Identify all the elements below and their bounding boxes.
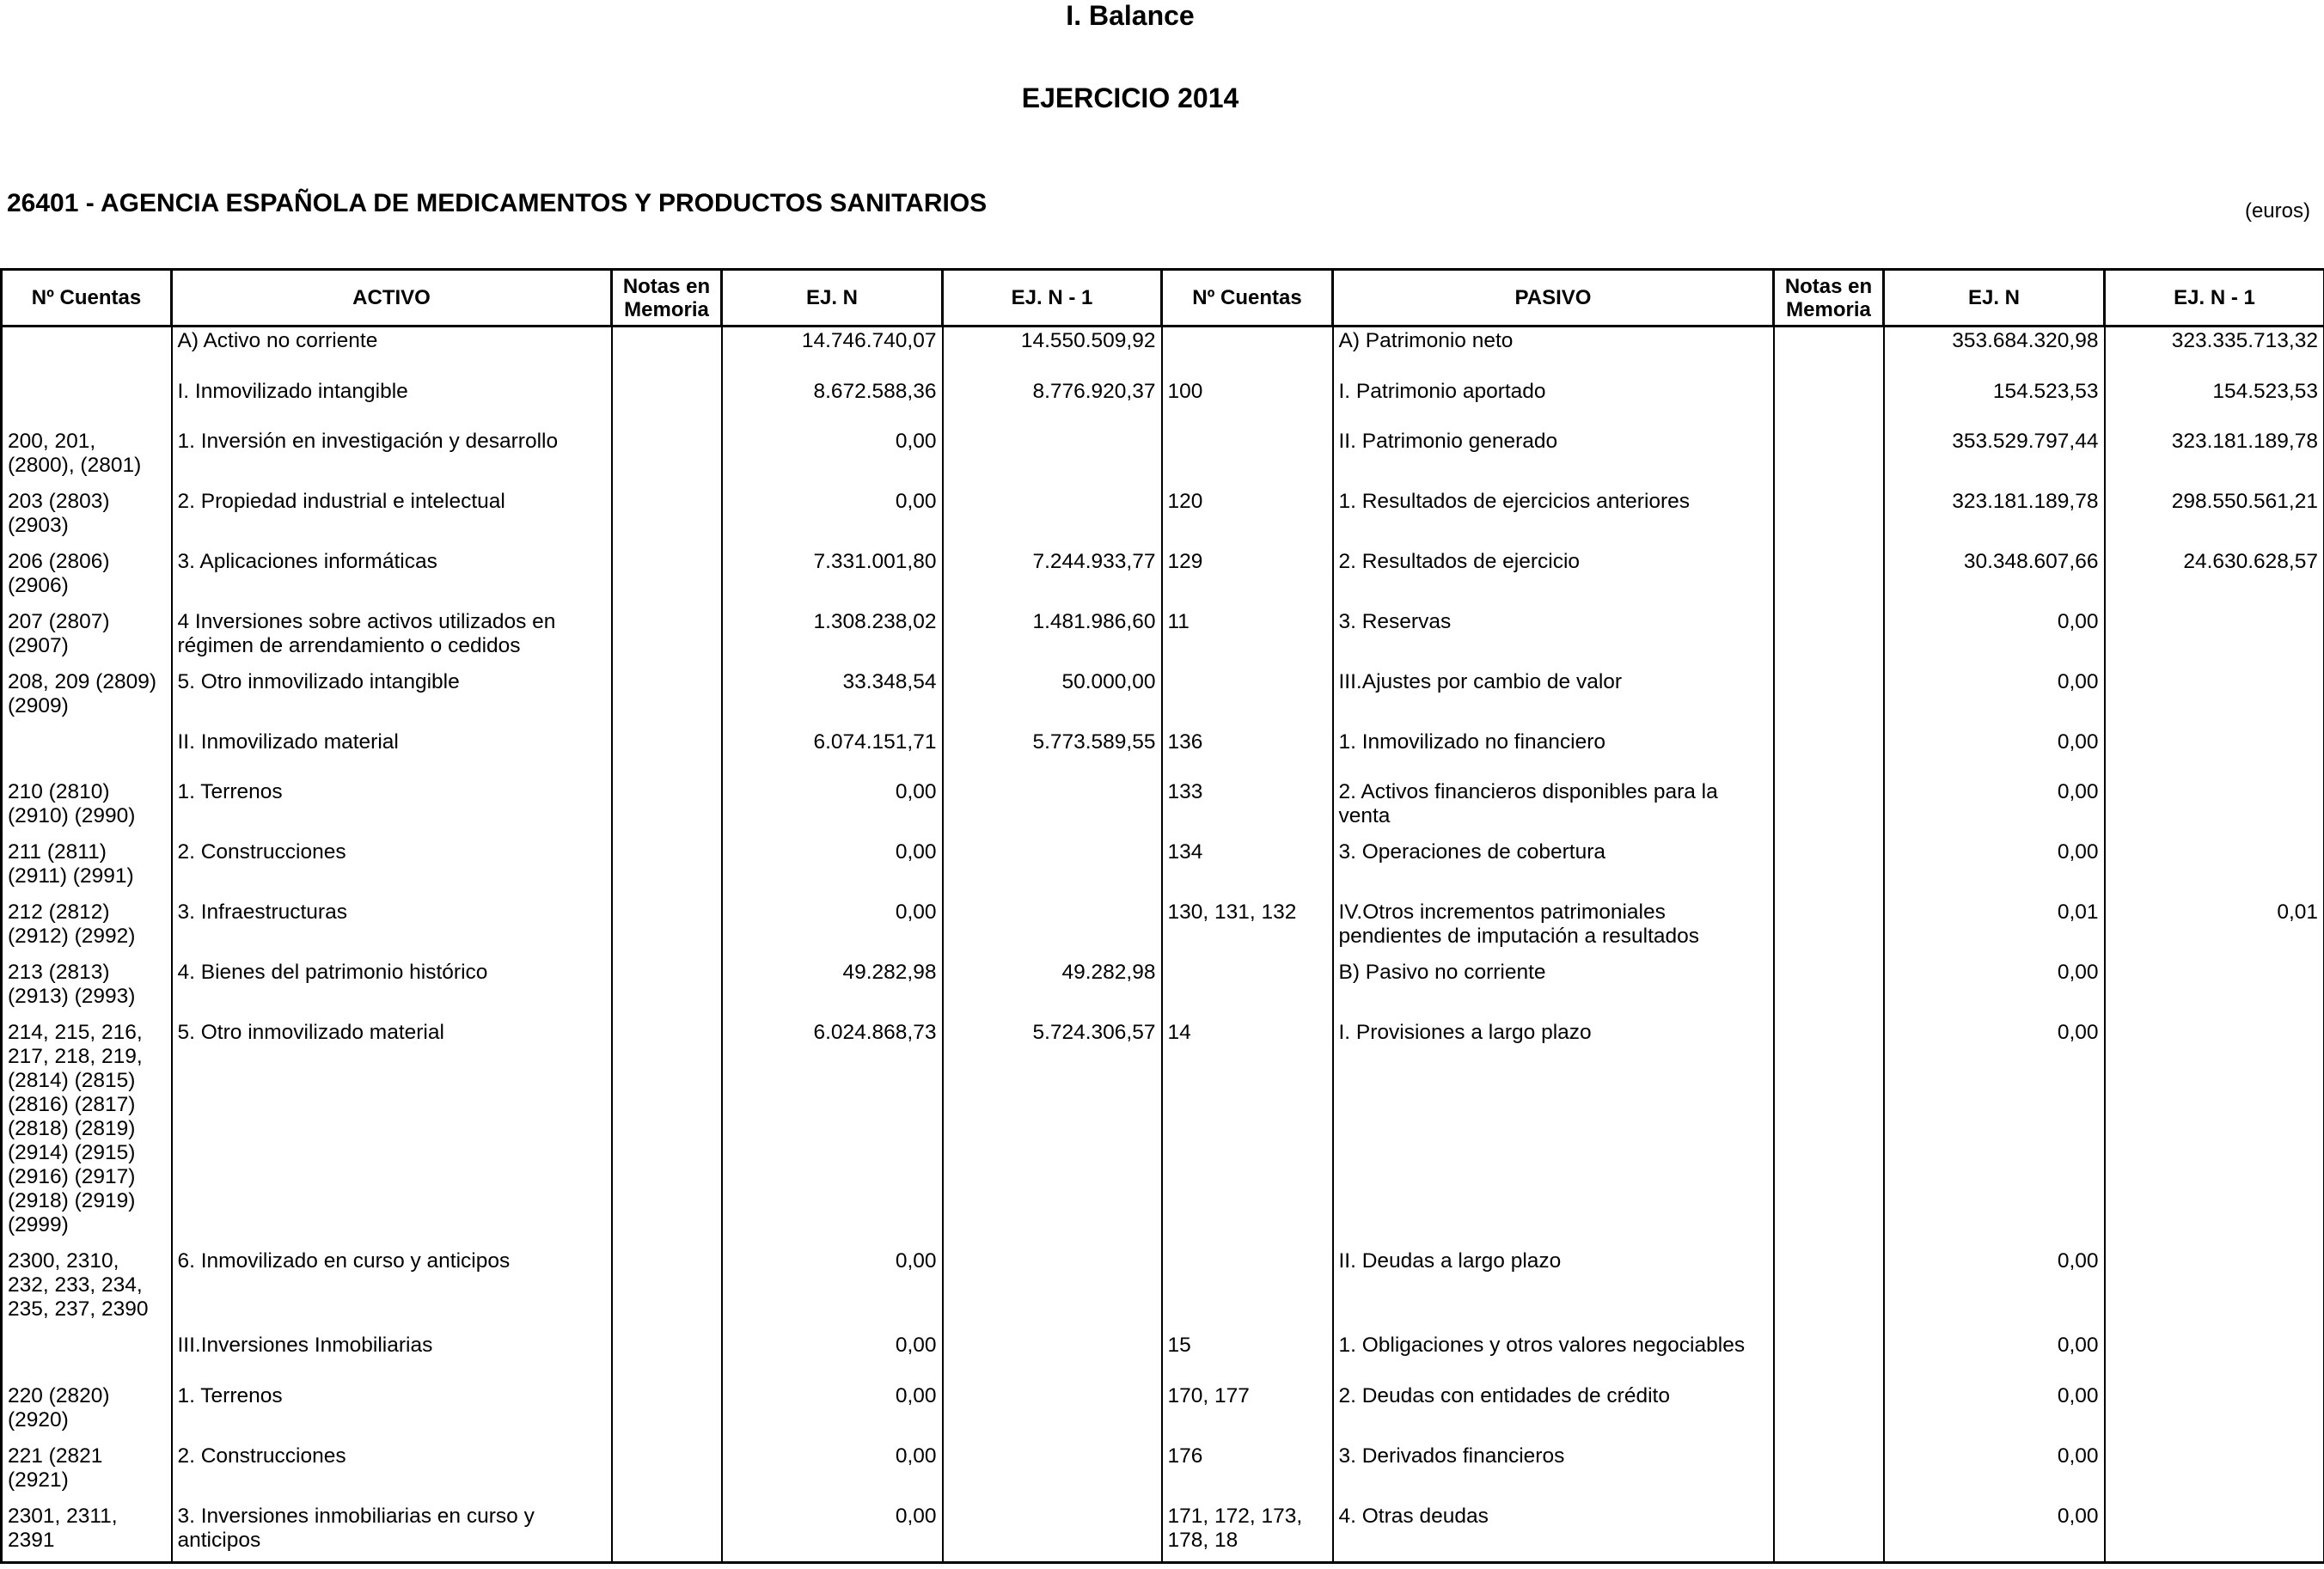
cell-cuentas-pasivo: 15 [1162, 1332, 1333, 1383]
cell-cuentas-activo [2, 327, 172, 378]
cell-ej-n-pasivo: 0,00 [1884, 1443, 2105, 1503]
table-row [2, 729, 2324, 778]
table-row [2, 378, 2324, 428]
cell-ej-n1-pasivo [2105, 1248, 2324, 1332]
cell-notas-pasivo [1774, 548, 1884, 608]
cell-notas-pasivo [1774, 327, 1884, 378]
cell-cuentas-pasivo [1162, 669, 1333, 729]
cell-cuentas-activo: 213 (2813) (2913) (2993) [2, 959, 172, 1019]
cell-pasivo-label: 3. Operaciones de cobertura [1333, 839, 1774, 899]
cell-cuentas-activo [2, 729, 172, 778]
cell-ej-n1-pasivo [2105, 959, 2324, 1019]
cell-activo-label: III.Inversiones Inmobiliarias [172, 1332, 612, 1383]
header-activo: ACTIVO [172, 270, 612, 327]
cell-activo-label: 3. Infraestructuras [172, 899, 612, 959]
table-row [2, 1019, 2324, 1248]
cell-notas-activo [612, 1503, 722, 1563]
cell-cuentas-activo: 203 (2803) (2903) [2, 488, 172, 548]
cell-ej-n-pasivo: 0,00 [1884, 1332, 2105, 1383]
cell-activo-label: 5. Otro inmovilizado material [172, 1019, 612, 1248]
cell-ej-n1-activo [943, 488, 1162, 548]
cell-notas-pasivo [1774, 1019, 1884, 1248]
cell-activo-label: II. Inmovilizado material [172, 729, 612, 778]
header-ej-n-pasivo: EJ. N [1884, 270, 2105, 327]
cell-notas-activo [612, 959, 722, 1019]
cell-ej-n-activo: 0,00 [722, 839, 943, 899]
cell-ej-n1-pasivo: 298.550.561,21 [2105, 488, 2324, 548]
cell-notas-pasivo [1774, 488, 1884, 548]
cell-cuentas-pasivo: 100 [1162, 378, 1333, 428]
cell-ej-n1-pasivo [2105, 1332, 2324, 1383]
cell-ej-n1-activo: 8.776.920,37 [943, 378, 1162, 428]
cell-cuentas-pasivo: 171, 172, 173, 178, 18 [1162, 1503, 1333, 1563]
cell-ej-n-pasivo: 154.523,53 [1884, 378, 2105, 428]
cell-ej-n1-activo: 5.773.589,55 [943, 729, 1162, 778]
cell-notas-activo [612, 1443, 722, 1503]
cell-ej-n1-activo [943, 1248, 1162, 1332]
cell-notas-activo [612, 428, 722, 488]
cell-pasivo-label: II. Deudas a largo plazo [1333, 1248, 1774, 1332]
cell-cuentas-activo: 2301, 2311, 2391 [2, 1503, 172, 1563]
table-row [2, 1503, 2324, 1563]
table-row [2, 488, 2324, 548]
cell-cuentas-pasivo: 120 [1162, 488, 1333, 548]
cell-ej-n-activo: 49.282,98 [722, 959, 943, 1019]
table-row [2, 778, 2324, 839]
cell-pasivo-label: 2. Activos financieros disponibles para la venta [1333, 778, 1774, 839]
cell-notas-pasivo [1774, 729, 1884, 778]
cell-notas-pasivo [1774, 1443, 1884, 1503]
cell-cuentas-activo: 207 (2807) (2907) [2, 608, 172, 669]
cell-cuentas-activo: 206 (2806) (2906) [2, 548, 172, 608]
cell-ej-n-activo: 8.672.588,36 [722, 378, 943, 428]
cell-pasivo-label: 2. Resultados de ejercicio [1333, 548, 1774, 608]
cell-activo-label: A) Activo no corriente [172, 327, 612, 378]
cell-ej-n-activo: 0,00 [722, 1332, 943, 1383]
header-cuentas-pasivo: Nº Cuentas [1162, 270, 1333, 327]
cell-activo-label: 5. Otro inmovilizado intangible [172, 669, 612, 729]
fiscal-year-title: EJERCICIO 2014 [1021, 82, 1239, 113]
cell-notas-pasivo [1774, 899, 1884, 959]
cell-ej-n1-pasivo [2105, 1443, 2324, 1503]
cell-ej-n-activo: 6.024.868,73 [722, 1019, 943, 1248]
cell-notas-activo [612, 899, 722, 959]
cell-pasivo-label: II. Patrimonio generado [1333, 428, 1774, 488]
cell-notas-pasivo [1774, 1248, 1884, 1332]
cell-ej-n1-pasivo [2105, 1503, 2324, 1563]
table-row [2, 548, 2324, 608]
header-ej-n-activo: EJ. N [722, 270, 943, 327]
cell-ej-n-pasivo: 353.529.797,44 [1884, 428, 2105, 488]
cell-notas-pasivo [1774, 839, 1884, 899]
cell-ej-n1-activo: 5.724.306,57 [943, 1019, 1162, 1248]
cell-cuentas-pasivo [1162, 959, 1333, 1019]
cell-notas-activo [612, 729, 722, 778]
cell-ej-n1-pasivo: 154.523,53 [2105, 378, 2324, 428]
table-row [2, 1332, 2324, 1383]
currency-units: (euros) [2244, 199, 2310, 223]
cell-cuentas-pasivo: 170, 177 [1162, 1383, 1333, 1443]
cell-activo-label: 6. Inmovilizado en curso y anticipos [172, 1248, 612, 1332]
table-row [2, 608, 2324, 669]
cell-ej-n1-pasivo [2105, 778, 2324, 839]
cell-ej-n-pasivo: 0,00 [1884, 778, 2105, 839]
cell-notas-activo [612, 327, 722, 378]
cell-notas-activo [612, 378, 722, 428]
balance-table-body [2, 327, 2324, 1563]
cell-cuentas-activo: 210 (2810) (2910) (2990) [2, 778, 172, 839]
cell-ej-n-activo: 0,00 [722, 778, 943, 839]
cell-ej-n-pasivo: 0,01 [1884, 899, 2105, 959]
cell-notas-activo [612, 1248, 722, 1332]
table-row [2, 959, 2324, 1019]
cell-cuentas-pasivo [1162, 327, 1333, 378]
cell-notas-activo [612, 839, 722, 899]
cell-cuentas-pasivo: 14 [1162, 1019, 1333, 1248]
cell-ej-n-activo: 0,00 [722, 1248, 943, 1332]
cell-pasivo-label: A) Patrimonio neto [1333, 327, 1774, 378]
cell-notas-activo [612, 669, 722, 729]
cell-activo-label: 4 Inversiones sobre activos utilizados en régimen de arrendamiento o cedidos [172, 608, 612, 669]
cell-ej-n-pasivo: 30.348.607,66 [1884, 548, 2105, 608]
cell-cuentas-pasivo: 129 [1162, 548, 1333, 608]
balance-table [0, 268, 2324, 1564]
cell-notas-activo [612, 1383, 722, 1443]
cell-notas-pasivo [1774, 1383, 1884, 1443]
cell-ej-n-activo: 6.074.151,71 [722, 729, 943, 778]
page-title: I. Balance [1066, 0, 1195, 31]
cell-ej-n1-pasivo [2105, 1019, 2324, 1248]
cell-notas-pasivo [1774, 669, 1884, 729]
cell-ej-n1-activo: 7.244.933,77 [943, 548, 1162, 608]
cell-ej-n1-activo [943, 778, 1162, 839]
cell-ej-n1-activo [943, 1443, 1162, 1503]
cell-ej-n-activo: 0,00 [722, 488, 943, 548]
cell-notas-activo [612, 778, 722, 839]
cell-pasivo-label: 1. Inmovilizado no financiero [1333, 729, 1774, 778]
cell-notas-pasivo [1774, 1503, 1884, 1563]
cell-activo-label: 3. Inversiones inmobiliarias en curso y anticipos [172, 1503, 612, 1563]
cell-cuentas-pasivo: 130, 131, 132 [1162, 899, 1333, 959]
cell-activo-label: 1. Terrenos [172, 1383, 612, 1443]
cell-ej-n-activo: 0,00 [722, 1383, 943, 1443]
cell-ej-n1-activo [943, 1332, 1162, 1383]
header-row [2, 270, 2324, 327]
cell-cuentas-activo: 212 (2812) (2912) (2992) [2, 899, 172, 959]
cell-ej-n-activo: 0,00 [722, 428, 943, 488]
cell-ej-n-activo: 0,00 [722, 1443, 943, 1503]
cell-activo-label: 1. Terrenos [172, 778, 612, 839]
table-row [2, 669, 2324, 729]
cell-pasivo-label: I. Provisiones a largo plazo [1333, 1019, 1774, 1248]
cell-ej-n1-pasivo: 24.630.628,57 [2105, 548, 2324, 608]
cell-ej-n1-pasivo [2105, 1383, 2324, 1443]
cell-activo-label: 2. Construcciones [172, 1443, 612, 1503]
cell-notas-pasivo [1774, 608, 1884, 669]
cell-ej-n-activo: 33.348,54 [722, 669, 943, 729]
cell-notas-pasivo [1774, 428, 1884, 488]
cell-notas-pasivo [1774, 1332, 1884, 1383]
cell-activo-label: 2. Propiedad industrial e intelectual [172, 488, 612, 548]
header-notas-activo: Notas en Memoria [612, 270, 722, 327]
cell-cuentas-activo: 221 (2821 (2921) [2, 1443, 172, 1503]
cell-pasivo-label: 3. Derivados financieros [1333, 1443, 1774, 1503]
cell-ej-n1-activo: 49.282,98 [943, 959, 1162, 1019]
cell-ej-n1-activo: 1.481.986,60 [943, 608, 1162, 669]
cell-cuentas-pasivo: 134 [1162, 839, 1333, 899]
cell-ej-n1-pasivo [2105, 608, 2324, 669]
cell-ej-n-pasivo: 0,00 [1884, 1019, 2105, 1248]
cell-activo-label: 1. Inversión en investigación y desarrollo [172, 428, 612, 488]
cell-ej-n1-activo [943, 428, 1162, 488]
cell-ej-n-pasivo: 0,00 [1884, 669, 2105, 729]
cell-ej-n1-activo [943, 899, 1162, 959]
table-row [2, 1248, 2324, 1332]
table-row [2, 839, 2324, 899]
cell-notas-activo [612, 1332, 722, 1383]
cell-activo-label: I. Inmovilizado intangible [172, 378, 612, 428]
cell-ej-n1-pasivo: 0,01 [2105, 899, 2324, 959]
cell-cuentas-pasivo: 176 [1162, 1443, 1333, 1503]
cell-ej-n-pasivo: 353.684.320,98 [1884, 327, 2105, 378]
cell-cuentas-activo: 211 (2811) (2911) (2991) [2, 839, 172, 899]
cell-notas-activo [612, 548, 722, 608]
cell-pasivo-label: IV.Otros incrementos patrimoniales pendientes de imputación a resultados [1333, 899, 1774, 959]
table-row [2, 1383, 2324, 1443]
cell-ej-n-pasivo: 0,00 [1884, 608, 2105, 669]
cell-ej-n-activo: 1.308.238,02 [722, 608, 943, 669]
cell-ej-n-pasivo: 0,00 [1884, 1248, 2105, 1332]
cell-cuentas-activo: 2300, 2310, 232, 233, 234, 235, 237, 2390 [2, 1248, 172, 1332]
table-row [2, 1443, 2324, 1503]
cell-ej-n-pasivo: 0,00 [1884, 1383, 2105, 1443]
cell-ej-n1-activo [943, 1383, 1162, 1443]
cell-ej-n1-activo [943, 1503, 1162, 1563]
header-ej-n1-pasivo: EJ. N - 1 [2105, 270, 2324, 327]
cell-notas-pasivo [1774, 778, 1884, 839]
cell-ej-n-pasivo: 323.181.189,78 [1884, 488, 2105, 548]
cell-cuentas-activo [2, 1332, 172, 1383]
cell-notas-activo [612, 1019, 722, 1248]
cell-cuentas-activo: 200, 201, (2800), (2801) [2, 428, 172, 488]
cell-pasivo-label: 3. Reservas [1333, 608, 1774, 669]
cell-cuentas-activo: 220 (2820) (2920) [2, 1383, 172, 1443]
cell-cuentas-pasivo: 136 [1162, 729, 1333, 778]
cell-ej-n-pasivo: 0,00 [1884, 729, 2105, 778]
cell-ej-n1-pasivo [2105, 839, 2324, 899]
cell-pasivo-label: 4. Otras deudas [1333, 1503, 1774, 1563]
cell-pasivo-label: 1. Obligaciones y otros valores negociables [1333, 1332, 1774, 1383]
cell-ej-n-activo: 0,00 [722, 1503, 943, 1563]
table-row [2, 327, 2324, 378]
cell-pasivo-label: 1. Resultados de ejercicios anteriores [1333, 488, 1774, 548]
cell-ej-n-activo: 7.331.001,80 [722, 548, 943, 608]
cell-cuentas-pasivo: 11 [1162, 608, 1333, 669]
cell-pasivo-label: B) Pasivo no corriente [1333, 959, 1774, 1019]
cell-cuentas-activo [2, 378, 172, 428]
cell-ej-n1-pasivo [2105, 729, 2324, 778]
header-pasivo: PASIVO [1333, 270, 1774, 327]
cell-pasivo-label: I. Patrimonio aportado [1333, 378, 1774, 428]
cell-ej-n-activo: 0,00 [722, 899, 943, 959]
cell-ej-n-pasivo: 0,00 [1884, 839, 2105, 899]
cell-notas-pasivo [1774, 959, 1884, 1019]
header-ej-n1-activo: EJ. N - 1 [943, 270, 1162, 327]
header-cuentas-activo: Nº Cuentas [2, 270, 172, 327]
cell-cuentas-pasivo [1162, 1248, 1333, 1332]
cell-cuentas-pasivo [1162, 428, 1333, 488]
cell-activo-label: 3. Aplicaciones informáticas [172, 548, 612, 608]
cell-cuentas-activo: 214, 215, 216, 217, 218, 219, (2814) (2815) (2816) (2817) (2818) (2819) (2914) (2915) (2916) (2917) (2918) (2919) (2999) [2, 1019, 172, 1248]
cell-pasivo-label: III.Ajustes por cambio de valor [1333, 669, 1774, 729]
cell-ej-n1-pasivo: 323.181.189,78 [2105, 428, 2324, 488]
cell-ej-n1-activo: 50.000,00 [943, 669, 1162, 729]
cell-cuentas-pasivo: 133 [1162, 778, 1333, 839]
entity-name: 26401 - AGENCIA ESPAÑOLA DE MEDICAMENTOS Y PRODUCTOS SANITARIOS [7, 189, 988, 217]
cell-notas-activo [612, 488, 722, 548]
cell-ej-n-pasivo: 0,00 [1884, 1503, 2105, 1563]
cell-ej-n1-pasivo: 323.335.713,32 [2105, 327, 2324, 378]
cell-ej-n1-activo: 14.550.509,92 [943, 327, 1162, 378]
cell-ej-n-activo: 14.746.740,07 [722, 327, 943, 378]
cell-notas-pasivo [1774, 378, 1884, 428]
cell-cuentas-activo: 208, 209 (2809) (2909) [2, 669, 172, 729]
table-row [2, 428, 2324, 488]
cell-activo-label: 4. Bienes del patrimonio histórico [172, 959, 612, 1019]
cell-notas-activo [612, 608, 722, 669]
table-row [2, 899, 2324, 959]
cell-pasivo-label: 2. Deudas con entidades de crédito [1333, 1383, 1774, 1443]
header-notas-pasivo: Notas en Memoria [1774, 270, 1884, 327]
cell-ej-n1-activo [943, 839, 1162, 899]
cell-ej-n-pasivo: 0,00 [1884, 959, 2105, 1019]
cell-activo-label: 2. Construcciones [172, 839, 612, 899]
cell-ej-n1-pasivo [2105, 669, 2324, 729]
